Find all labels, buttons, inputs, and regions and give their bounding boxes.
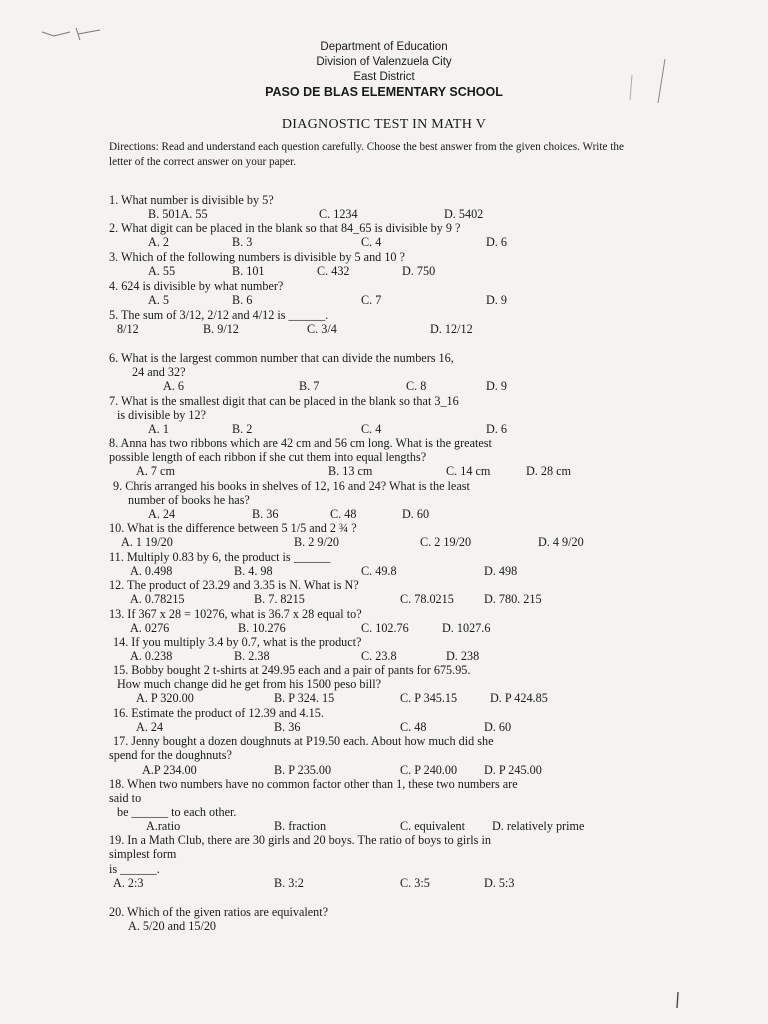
choice: D. P 424.85: [490, 691, 548, 705]
question-19-cont: is ______.: [109, 862, 160, 876]
choice: D. 6: [486, 422, 507, 436]
choice: B. 36: [274, 720, 301, 734]
header-division: Division of Valenzuela City: [316, 56, 452, 68]
choice: B. 7: [299, 379, 320, 393]
choice: A. 24: [148, 507, 176, 521]
choice: A. 1 19/20: [121, 535, 173, 549]
question-3: 3. Which of the following numbers is divisible by 5 and 10 ?: [109, 250, 405, 264]
choice: B. 2.38: [234, 649, 270, 663]
choice: D. relatively prime: [492, 819, 585, 833]
choice: C. 432: [317, 264, 350, 278]
choice: A. 0.238: [130, 649, 173, 663]
choice: D. 750: [402, 264, 436, 278]
choice: C. 102.76: [361, 621, 409, 635]
question-4: 4. 624 is divisible by what number?: [109, 279, 284, 293]
choice: A. 55: [148, 264, 176, 278]
choice: C. 3/4: [307, 322, 337, 336]
question-14: 14. If you multiply 3.4 by 0.7, what is the product?: [113, 635, 362, 649]
question-17-cont: spend for the doughnuts?: [109, 748, 232, 762]
choice: D. 5:3: [484, 876, 515, 890]
choice: A. 1: [148, 422, 169, 436]
choice: C. P 240.00: [400, 763, 458, 777]
question-8-cont: possible length of each ribbon if she cut them into equal lengths?: [109, 450, 427, 464]
choice: C. 23.8: [361, 649, 397, 663]
question-2: 2. What digit can be placed in the blank so that 84_65 is divisible by 9 ?: [109, 221, 461, 235]
question-7: 7. What is the smallest digit that can be placed in the blank so that 3_16: [109, 394, 459, 408]
choice: C. 14 cm: [446, 464, 491, 478]
choice: B. 3: [232, 235, 253, 249]
choice: C. 3:5: [400, 876, 430, 890]
choice: D. 238: [446, 649, 480, 663]
choice: A. 24: [136, 720, 164, 734]
question-16: 16. Estimate the product of 12.39 and 4.15.: [113, 706, 324, 720]
choice: B. 7. 8215: [254, 592, 305, 606]
question-6: 6. What is the largest common number that can divide the numbers 16,: [109, 351, 454, 365]
choice: D. P 245.00: [484, 763, 542, 777]
choice: D. 28 cm: [526, 464, 572, 478]
choice: A. 5/20 and 15/20: [128, 919, 217, 933]
question-5: 5. The sum of 3/12, 2/12 and 4/12 is ______.: [109, 308, 329, 322]
choice: B. P 324. 15: [274, 691, 335, 705]
choice: B. 9/12: [203, 322, 239, 336]
choice: 8/12: [117, 322, 139, 336]
choice: A. 2: [148, 235, 169, 249]
question-19: 19. In a Math Club, there are 30 girls and 20 boys. The ratio of boys to girls in: [109, 833, 491, 847]
question-1: 1. What number is divisible by 5?: [109, 193, 274, 207]
choice: D. 60: [484, 720, 512, 734]
question-17: 17. Jenny bought a dozen doughnuts at P19.50 each. About how much did she: [113, 734, 494, 748]
question-9-cont: number of books he has?: [128, 493, 250, 507]
choice: C. 48: [330, 507, 357, 521]
choice: B. 36: [252, 507, 279, 521]
header-department: Department of Education: [320, 41, 448, 53]
choice: B. 4. 98: [234, 564, 273, 578]
choice: B. 3:2: [274, 876, 304, 890]
choice: D. 1027.6: [442, 621, 491, 635]
question-8: 8. Anna has two ribbons which are 42 cm and 56 cm long. What is the greatest: [109, 436, 492, 450]
choice: D. 60: [402, 507, 430, 521]
choice: A. 7 cm: [136, 464, 175, 478]
header-district: East District: [353, 71, 415, 83]
question-12: 12. The product of 23.29 and 3.35 is N. What is N?: [109, 578, 359, 592]
question-7-cont: is divisible by 12?: [117, 408, 207, 422]
directions: Directions: Read and understand each question carefully. Choose the best answer from the given choices. Write the letter of the correct answer on your paper.: [109, 141, 624, 168]
choice: B. fraction: [274, 819, 327, 833]
choice: A. 6: [163, 379, 184, 393]
choice: D. 780. 215: [484, 592, 542, 606]
choice: C. 8: [406, 379, 427, 393]
question-18-cont: said to: [109, 791, 142, 805]
choice: C. equivalent: [400, 819, 465, 833]
choice: A. 0.498: [130, 564, 173, 578]
choice: C. 4: [361, 422, 382, 436]
choice: A. P 320.00: [136, 691, 194, 705]
question-6-cont: 24 and 32?: [132, 365, 186, 379]
question-15: 15. Bobby bought 2 t-shirts at 249.95 each and a pair of pants for 675.95.: [113, 663, 471, 677]
question-9: 9. Chris arranged his books in shelves of 12, 16 and 24? What is the least: [113, 479, 470, 493]
choice: B. 13 cm: [328, 464, 373, 478]
choice: D. 6: [486, 235, 507, 249]
choice: D. 9: [486, 379, 507, 393]
header-school: PASO DE BLAS ELEMENTARY SCHOOL: [265, 85, 503, 99]
choice: C. 48: [400, 720, 427, 734]
choice: C. 2 19/20: [420, 535, 472, 549]
choice: A.P 234.00: [142, 763, 197, 777]
choice: C. 49.8: [361, 564, 397, 578]
choice: A. 0.78215: [130, 592, 185, 606]
question-18-cont: be ______ to each other.: [117, 805, 237, 819]
choice: A. 0276: [130, 621, 170, 635]
choice: C. P 345.15: [400, 691, 458, 705]
question-18: 18. When two numbers have no common factor other than 1, these two numbers are: [109, 777, 518, 791]
pen-stroke-mark: [672, 990, 684, 1012]
choice: C. 4: [361, 235, 382, 249]
question-15-cont: How much change did he get from his 1500 peso bill?: [117, 677, 382, 691]
choice: B. 10.276: [238, 621, 286, 635]
choice: A.ratio: [146, 819, 181, 833]
question-10: 10. What is the difference between 5 1/5 and 2 ¾ ?: [109, 521, 357, 535]
choice: D. 9: [486, 293, 507, 307]
choice: B. 501A. 55: [148, 207, 208, 221]
choice: C. 1234: [319, 207, 358, 221]
question-13: 13. If 367 x 28 = 10276, what is 36.7 x 28 equal to?: [109, 607, 362, 621]
choice: B. P 235.00: [274, 763, 332, 777]
choice: D. 498: [484, 564, 518, 578]
question-19-cont: simplest form: [109, 847, 177, 861]
choice: C. 7: [361, 293, 382, 307]
choice: D. 5402: [444, 207, 484, 221]
question-20: 20. Which of the given ratios are equivalent?: [109, 905, 329, 919]
choice: A. 2:3: [113, 876, 144, 890]
choice: A. 5: [148, 293, 169, 307]
choice: B. 2 9/20: [294, 535, 340, 549]
page-title: DIAGNOSTIC TEST IN MATH V: [281, 117, 487, 132]
question-11: 11. Multiply 0.83 by 6, the product is ______: [109, 550, 331, 564]
choice: D. 12/12: [430, 322, 473, 336]
choice: C. 78.0215: [400, 592, 454, 606]
choice: B. 2: [232, 422, 253, 436]
choice: D. 4 9/20: [538, 535, 584, 549]
choice: B. 6: [232, 293, 253, 307]
choice: B. 101: [232, 264, 265, 278]
